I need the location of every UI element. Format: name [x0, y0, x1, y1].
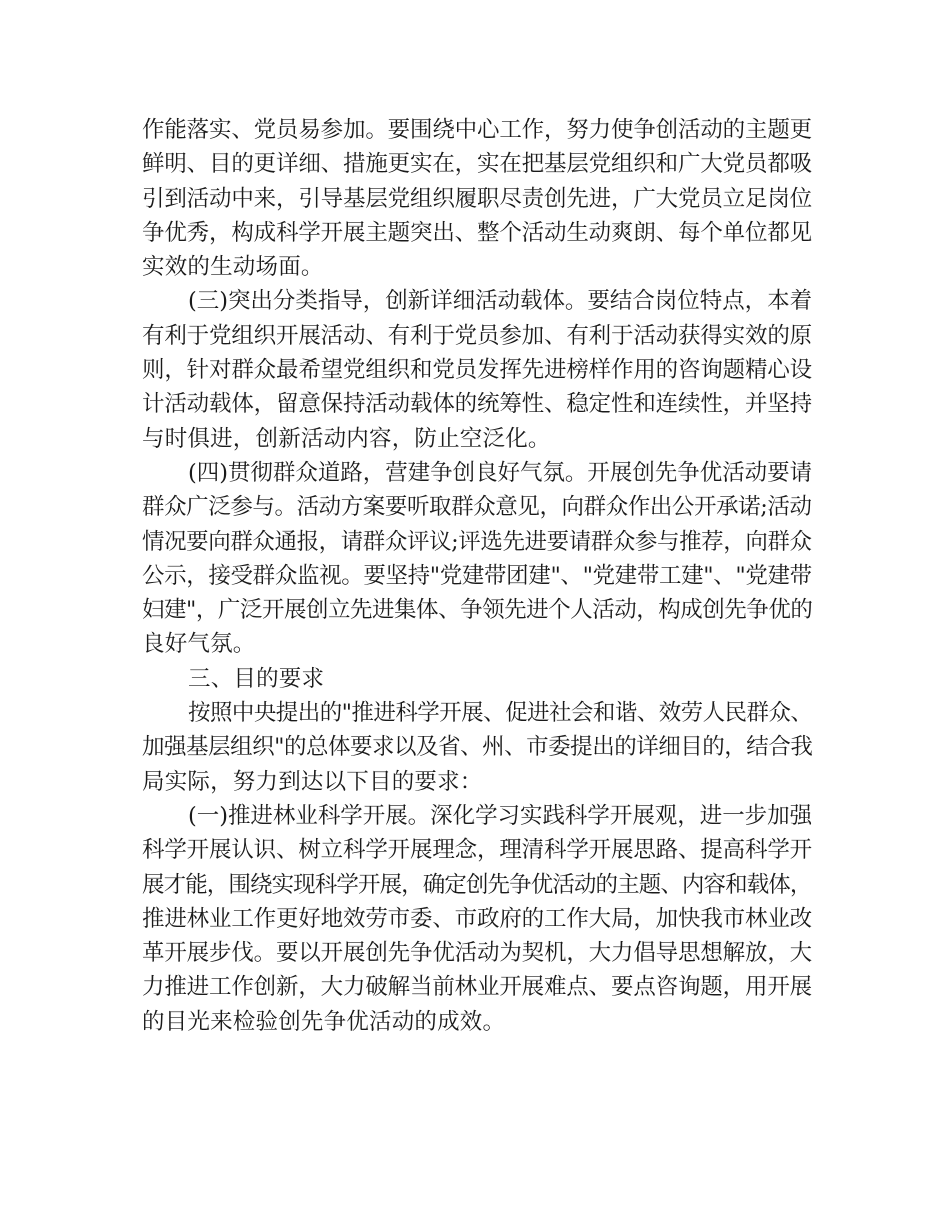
text-line: (三)突出分类指导，创新详细活动载体。要结合岗位特点，本着 [188, 288, 813, 315]
text-line: 实效的生动场面。 [142, 254, 324, 281]
text-line: 作能落实、党员易参加。要围绕中心工作，努力使争创活动的主题更 [142, 117, 813, 143]
text-line: 有利于党组织开展活动、有利于党员参加、有利于活动获得实效的原 [142, 322, 813, 349]
text-line: 展才能，围绕实现科学开展，确定创先争优活动的主题、内容和载体， [142, 871, 812, 898]
text-line: 妇建"，广泛开展创立先进集体、争领先进个人活动，构成创先争优的 [142, 597, 813, 624]
document-body [142, 113, 812, 1039]
text-line: 群众广泛参与。活动方案要听取群众意见，向群众作出公开承诺;活动 [142, 494, 812, 521]
text-line: 的目光来检验创先争优活动的成效。 [142, 1008, 506, 1035]
text-line: 与时俱进，创新活动内容，防止空泛化。 [142, 425, 551, 452]
text-line: (一)推进林业科学开展。深化学习实践科学开展观，进一步加强 [188, 802, 813, 829]
text-line: 情况要向群众通报，请群众评议;评选先进要请群众参与推荐，向群众 [142, 528, 812, 555]
text-line: 则，针对群众最希望党组织和党员发挥先进榜样作用的咨询题精心设 [142, 357, 813, 384]
text-line: 三、目的要求 [188, 665, 325, 692]
text-line: 推进林业工作更好地效劳市委、市政府的工作大局，加快我市林业改 [142, 905, 813, 932]
text-line: 革开展步伐。要以开展创先争优活动为契机，大力倡导思想解放，大 [142, 940, 813, 967]
text-line: 公示，接受群众监视。要坚持"党建带团建"、"党建带工建"、"党建带 [142, 562, 812, 589]
text-line: (四)贯彻群众道路，营建争创良好气氛。开展创先争优活动要请 [188, 459, 813, 486]
text-line: 良好气氛。 [142, 631, 256, 658]
text-line: 引到活动中来，引导基层党组织履职尽责创先进，广大党员立足岗位 [142, 185, 813, 212]
text-line: 按照中央提出的"推进科学开展、促进社会和谐、效劳人民群众、 [188, 700, 813, 727]
text-line: 争优秀，构成科学开展主题突出、整个活动生动爽朗、每个单位都见 [142, 219, 813, 246]
text-line: 计活动载体，留意保持活动载体的统筹性、稳定性和连续性，并坚持 [142, 391, 813, 418]
text-line: 鲜明、目的更详细、措施更实在，实在把基层党组织和广大党员都吸 [142, 151, 813, 178]
text-line: 力推进工作创新，大力破解当前林业开展难点、要点咨询题，用开展 [142, 974, 813, 1001]
text-line: 科学开展认识、树立科学开展理念，理清科学开展思路、提高科学开 [142, 837, 813, 864]
text-line: 加强基层组织"的总体要求以及省、州、市委提出的详细目的，结合我 [142, 734, 813, 761]
text-line: 局实际，努力到达以下目的要求： [142, 768, 483, 795]
